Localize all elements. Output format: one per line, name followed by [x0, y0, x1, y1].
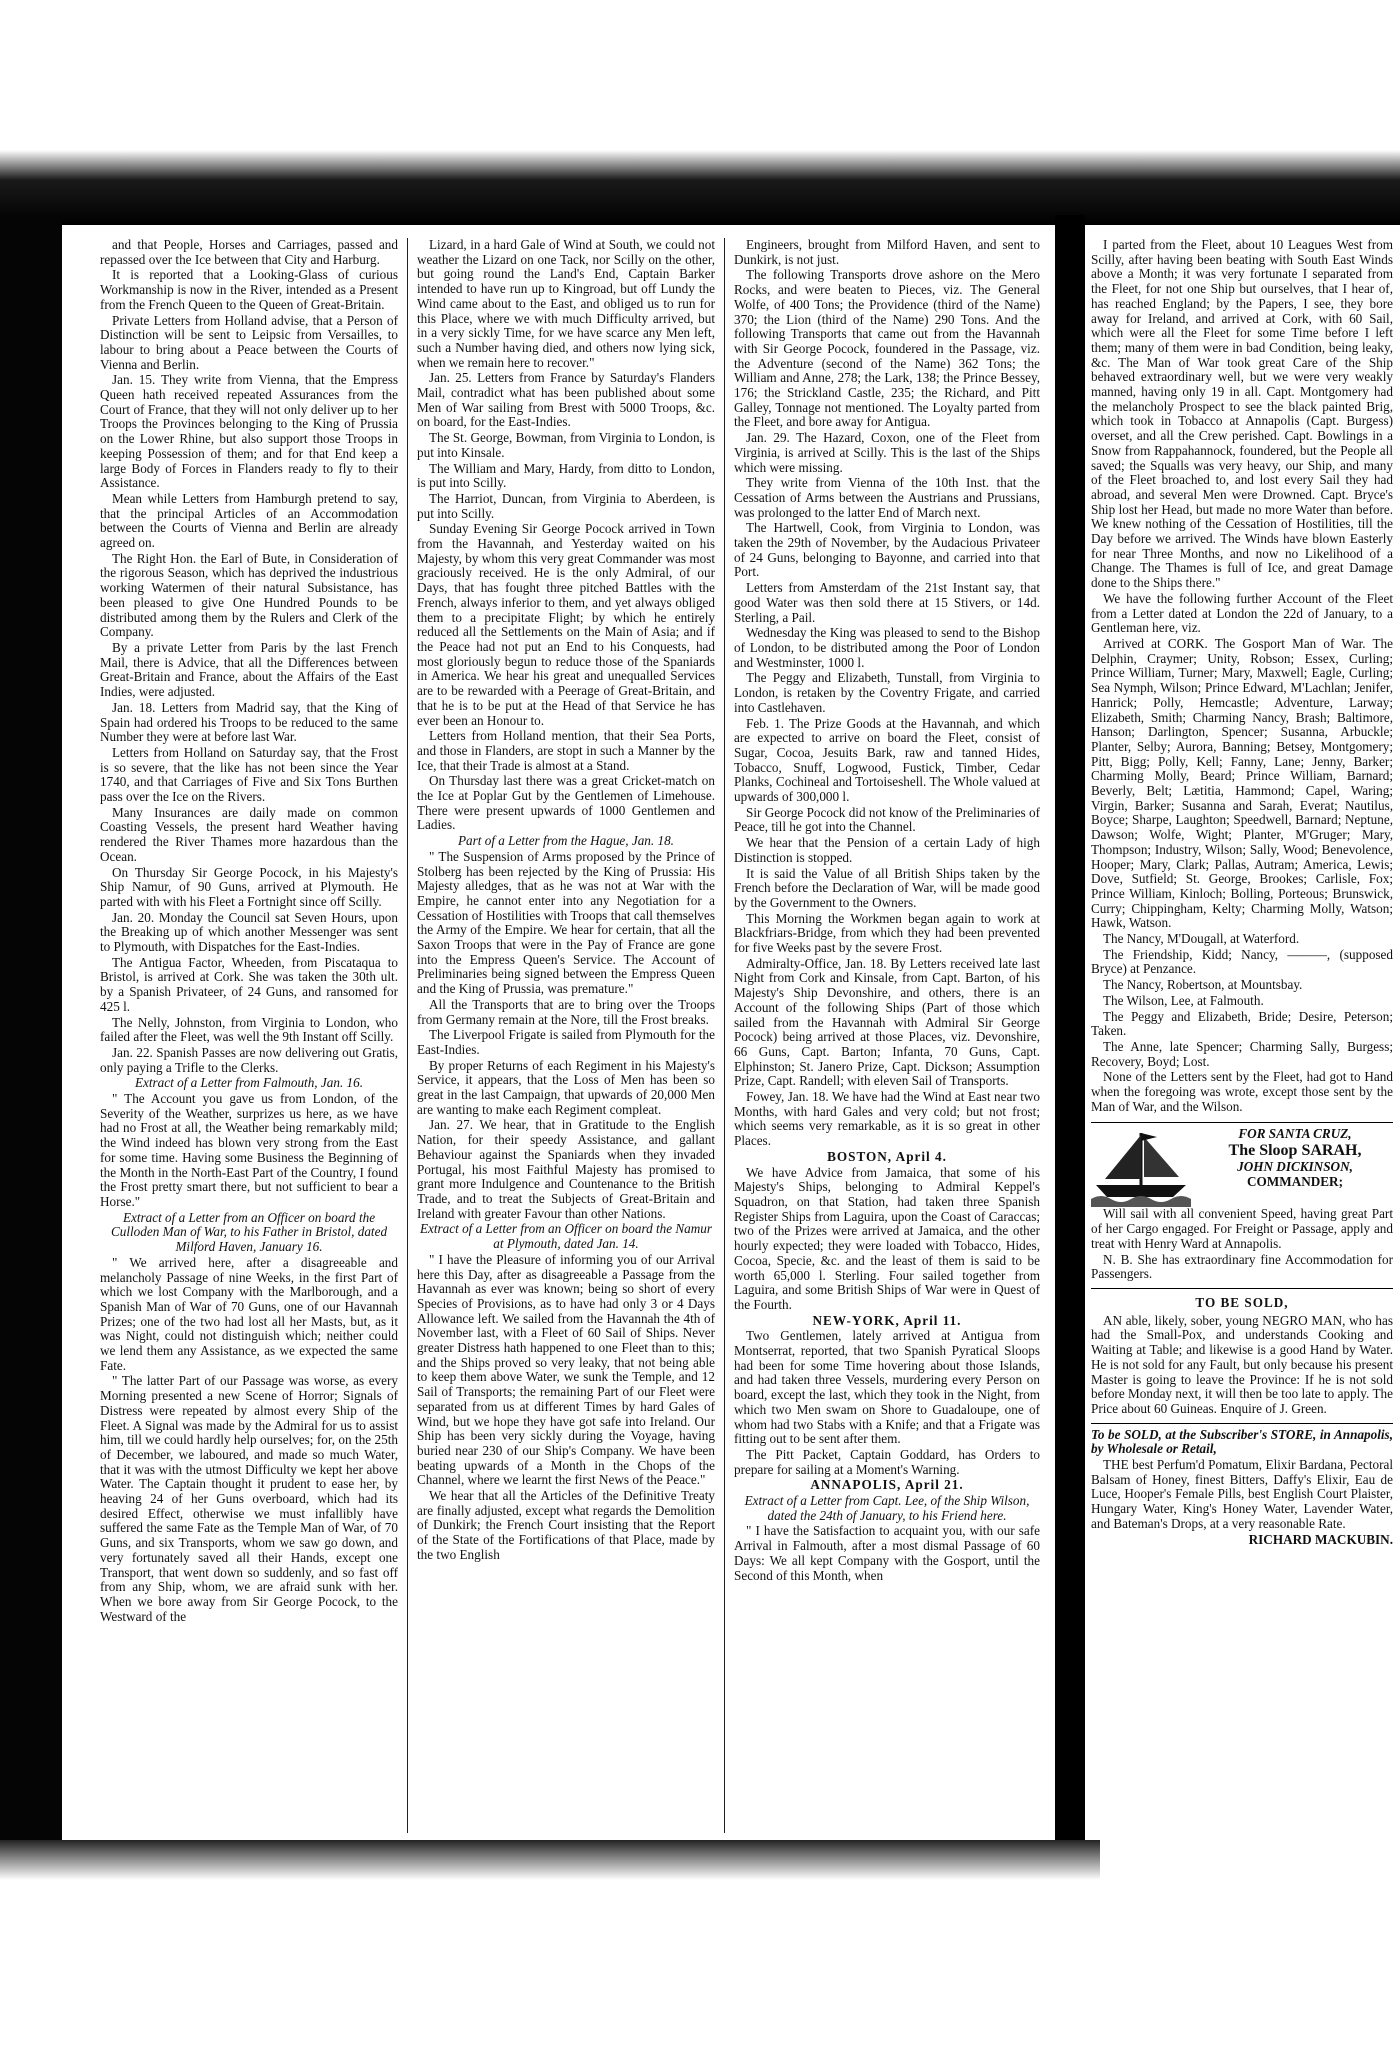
paragraph: All the Transports that are to bring over the Troops from Germany remain at the Nore, till the Frost breaks. [417, 996, 715, 1027]
paragraph: Arrived at CORK. The Gosport Man of War. The Delphin, Craymer; Unity, Robson; Essex, Curling; Prince William, Turner; Mary, Maxwell; Eagle, Curling; Sea Nymph, Wilson; Prince Edward, M'Lachlan; Jenifer, Hanrick; Polly, Hemcastle; Adventure, Larway; Elizabeth, Smith; Charming Nancy, Brash; Baltimore, Hanson; Darlington, Spencer; Susanna, Arbuckle; Planter, Selby; Aurora, Banning; Betsey, Montgomery; Pitt, Bigg; Polly, Kell; Fanny, Lane; Jenny, Barker; Charming Molly, Beard; Prince William, Barnard; Beverly, Belt; Lætitia, Hammond; Capel, Waring; Virgin, Barker; Susanna and Sarah, Everat; Nautilus, Boyce; Sharpe, Laughton; Speedwell, Barnard; Neptune, Dawson; Wolfe, Wight; Planter, M'Gruger; Mary, Thompson; Industry, Wilson; Sally, Wood; Benevolence, Hooper; Mary, Clark; Pallas, Autram; America, Lewis; Dove, Sutfield; St. George, Brookes; Carlisle, Fox; Prince William, Kinloch; Bolling, Porteous; Brunswick, Curry; Chippingham, Kelty; Charming Molly, Watson; Hawk, Watson. [1091, 635, 1393, 931]
paragraph: Jan. 22. Spanish Passes are now delivering out Gratis, only paying a Trifle to the Clerks. [100, 1044, 398, 1075]
paragraph: " I have the Pleasure of informing you of our Arrival here this Day, after as disagreeable a Passage from the Havannah as ever was known; being so short of every Species of Provisions, as to have had only 3 or 4 Days Allowance left. We sailed from the Havannah the 4th of November last, with a Fleet of 60 Sail of Ships. Never greater Distress hath happened to one Fleet than to this; and the Ships proved so very leaky, that not being able to keep them above Water, we sunk the Temple, and 12 Sail of Transports; the remaining Part of our Fleet were separated from us at different Times by hard Gales of Wind, but we hope they have got safe into Ireland. Our Ship has been very sickly during the Voyage, having buried near 230 of our Ship's Company. We have been beating upwards of a Month in the Chops of the Channel, where we learnt the first News of the Peace." [417, 1251, 715, 1488]
paragraph: The William and Mary, Hardy, from ditto to London, is put into Scilly. [417, 460, 715, 491]
scan-shadow-bottom [0, 1840, 1100, 1880]
paragraph: By proper Returns of each Regiment in his Majesty's Service, it appears, that the Loss of Men has been so great in the last Campaign, that upwards of 20,000 Men are wanting to make each Regiment compleat. [417, 1057, 715, 1117]
advertisement-sloop-sarah [1091, 1122, 1393, 1282]
paragraph: The Antigua Factor, Wheeden, from Piscataqua to Bristol, is arrived at Cork. She was taken the 30th ult. by a Spanish Privateer, of 24 Guns, and ransomed for 425 l. [100, 954, 398, 1014]
ad-body: AN able, likely, sober, young NEGRO MAN, who has had the Small-Pox, and understands Cooking and Waiting at Table; and likewise is a good Hand by Water. He is not sold for any Fault, but only because his present Master is going to leave the Province: If he is not sold before Monday next, it will then be too late to apply. The Price about 60 Guineas. Enquire of J. Green. [1091, 1312, 1393, 1416]
news-column-1 [100, 238, 398, 1833]
ad-vessel-name: The Sloop SARAH, [1228, 1142, 1362, 1160]
paragraph: I parted from the Fleet, about 10 Leagues West from Scilly, after having been beating with South East Winds above a Month; it was very fortunate I separated from the Fleet, for not one Ship but ourselves, that I hear of, has reached England; by the Papers, I see, they bore away for Ireland, and arrived at Cork, with 60 Sail, which were all the Fleet for some Time before I left them; many of them were in bad Condition, being leaky, &c. The Man of War took great Care of the Ship behaved extraordinary well, but we were very weakly manned, having only 19 in all. Capt. Montgomery had the melancholy Prospect to see the black painted Brig, which took in Tobacco at Annapolis (Capt. Burgess) overset, and all the Crew perished. Capt. Bowlings in a Snow from Rappahannock, foundered, but the People all saved; the Squalls was very heavy, our Ship, and many of the Fleet broached to, and lost every Sail they had abroad, and several Men were Drowned. Capt. Bryce's Ship lost her Head, but made no more Water than before. We knew nothing of the Cessation of Hostilities, till the Day before we arrived. The Winds have blown Easterly for near Three Months, and now no Likelihood of a Change. The Thames is full of Ice, and great Damage done to the Ships there." [1091, 238, 1393, 591]
paragraph: The Friendship, Kidd; Nancy, ———, (supposed Bryce) at Penzance. [1091, 946, 1393, 977]
newspaper-page-right [1085, 228, 1400, 1843]
paragraph: Jan. 25. Letters from France by Saturday's Flanders Mail, contradict what has been published about some Men of War sailing from Brest with 5000 Troops, &c. on board, for the East-Indies. [417, 370, 715, 430]
paragraph: " The Account you gave us from London, of the Severity of the Weather, surprizes us here, as we have had no Frost at all, the Weather being remarkably mild; the Wind indeed has blown very strong from the East for some time. Having some Business the Beginning of the Month in the North-East Part of the Country, I found the Frost pretty smart there, but not sufficient to bear a Horse." [100, 1091, 398, 1209]
paragraph: Extract of a Letter from an Officer on board the Namur at Plymouth, dated Jan. 14. [419, 1221, 713, 1252]
paragraph: The Wilson, Lee, at Falmouth. [1103, 992, 1264, 1008]
paragraph: We hear that the Pension of a certain Lady of high Distinction is stopped. [734, 835, 1040, 865]
paragraph: The Nancy, Robertson, at Mountsbay. [1103, 977, 1303, 993]
paragraph: Sunday Evening Sir George Pocock arrived in Town from the Havannah, and Yesterday waited on his Majesty, by whom this very great Commander was most graciously received. He is the only Admiral, of our Days, that has fought three pitched Battles with the French, always inferior to them, and yet always obliged them to a precipitate Flight; by which he entirely reduced all the Settlements on the Main of Asia; and if the Peace had not put an End to his Conquests, had most gloriously begun to reduce those of the Spaniards in America. We hear his great and unequalled Services are to be rewarded with a Peerage of Great-Britain, and that he is to be put at the Head of that Service he has ever been an Honour to. [417, 521, 715, 728]
ad-destination: FOR SANTA CRUZ, [1238, 1126, 1352, 1142]
paragraph: and that People, Horses and Carriages, passed and repassed over the Ice between that City and Harburg. [100, 238, 398, 267]
ad-heading: To be SOLD, at the Subscriber's STORE, in Annapolis, by Wholesale or Retail, [1091, 1426, 1393, 1457]
paragraph: BOSTON, April 4. [827, 1148, 947, 1164]
ad-master-role: COMMANDER; [1247, 1173, 1343, 1189]
paragraph: The Nelly, Johnston, from Virginia to London, who failed after the Fleet, was well the 9th Instant off Scilly. [100, 1014, 398, 1045]
ad-signature: RICHARD MACKUBIN. [1248, 1531, 1393, 1547]
paragraph: Engineers, brought from Milford Haven, and sent to Dunkirk, is not just. [734, 238, 1040, 267]
ad-master-name: JOHN DICKINSON, [1237, 1159, 1353, 1175]
paragraph: Lizard, in a hard Gale of Wind at South, we could not weather the Lizard on one Tack, nor Scilly on the other, but going round the Land's End, Captain Barker intended to have run up to Kingroad, but off Lundy the Wind came about to the East, and obliged us to run for this Place, where we with much Difficulty arrived, but in a very sickly Time, for we have scarce any Men left, such a Number having died, and others now lying sick, when we remain here to recover." [417, 238, 715, 370]
paragraph: Jan. 20. Monday the Council sat Seven Hours, upon the Breaking up of which another Messenger was sent to Plymouth, with Dispatches for the East-Indies. [100, 909, 398, 955]
ad-heading: TO BE SOLD, [1195, 1295, 1289, 1310]
paragraph: NEW-YORK, April 11. [812, 1312, 962, 1328]
paragraph: Many Insurances are daily made on common Coasting Vessels, the present hard Weather having rendered the River Thames more hazardous than the Ocean. [100, 804, 398, 864]
paragraph: Jan. 29. The Hazard, Coxon, one of the Fleet from Virginia, is arrived at Scilly. This is the last of the Ships which were missing. [734, 430, 1040, 475]
paragraph: Letters from Amsterdam of the 21st Instant say, that good Water was then sold there at 15 Stivers, or 14d. Sterling, a Pail. [734, 580, 1040, 625]
paragraph: The Peggy and Elizabeth, Bride; Desire, Peterson; Taken. [1091, 1008, 1393, 1039]
paragraph: " I have the Satisfaction to acquaint you, with our safe Arrival in Falmouth, after a most dismal Passage of 60 Days: We all kept Company with the Gosport, until the Second of this Month, when [734, 1523, 1040, 1583]
paragraph: The St. George, Bowman, from Virginia to London, is put into Kinsale. [417, 430, 715, 460]
paragraph: The Hartwell, Cook, from Virginia to London, was taken the 29th of November, by the Audacious Privateer of 24 Guns, belonging to Bayonne, and carried into that Port. [734, 520, 1040, 580]
paragraph: Jan. 27. We hear, that in Gratitude to the English Nation, for their speedy Assistance, and gallant Behaviour against the Spaniards when they invaded Portugal, his most Faithful Majesty has promised to grant more Indulgence and Countenance to the British Trade, and to treat the Subjects of Great-Britain and Ireland with greater Favour than other Nations. [417, 1117, 715, 1221]
paragraph: Mean while Letters from Hamburgh pretend to say, that the principal Articles of an Accommodation between the Courts of Vienna and Berlin are already agreed on. [100, 490, 398, 551]
scan-margin-left [0, 215, 62, 1875]
paragraph: We hear that all the Articles of the Definitive Treaty are finally adjusted, except what regards the Demolition of Dunkirk; the French Court insisting that the Report of the State of the Fortifications of that Place, made by the two English [417, 1488, 715, 1562]
ad-ship-body: Will sail with all convenient Speed, having great Part of her Cargo engaged. For Freight or Passage, apply and treat with Henry Ward at Annapolis. [1091, 1206, 1393, 1251]
paragraph: Letters from Holland mention, that their Sea Ports, and those in Flanders, are stopt in such a Manner by the Ice, that their Trade is almost at a Stand. [417, 728, 715, 773]
paragraph: The Harriot, Duncan, from Virginia to Aberdeen, is put into Scilly. [417, 490, 715, 521]
paragraph: The Nancy, M'Dougall, at Waterford. [1103, 931, 1300, 947]
paragraph: Extract of a Letter from an Officer on board the Culloden Man of War, to his Father in Bristol, dated Milford Haven, January 16. [110, 1209, 388, 1255]
paragraph: " We arrived here, after a disagreeable and melancholy Passage of nine Weeks, in the first Part of which we lost Company with the Marlborough, and a Spanish Man of War of 70 Guns, one of our Havannah Prizes; one of the two had lost all her Masts, but, as it was Night, could not distinguish which; neither could we lend them any Assistance, as we expected the same Fate. [100, 1254, 398, 1373]
scan-shadow-band [0, 150, 1400, 225]
paragraph: The following Transports drove ashore on the Mero Rocks, and were beaten to Pieces, viz. The General Wolfe, of 400 Tons; the Providence (third of the Name) 370; the Lion (third of the Name) 290 Tons. And the following Transports that came out from the Havannah with Sir George Pocock, foundered in the Passage, viz. the Adventure (second of the Name) 362 Tons; the William and Anne, 278; the Lark, 138; the Prince Bessey, 176; the Strickland Castle, 235; the Richard, and Pitt Galley, Tonnage not mentioned. The Loyalty parted from the Fleet, and bore away for Antigua. [734, 267, 1040, 430]
paragraph: Private Letters from Holland advise, that a Person of Distinction will be sent to Leipsic from Versailles, to labour to bring about a Peace between the Courts of Vienna and Berlin. [100, 312, 398, 372]
paragraph: It is said the Value of all British Ships taken by the French before the Declaration of War, will be made good by the Government to the Owners. [734, 865, 1040, 910]
paragraph: The Pitt Packet, Captain Goddard, has Orders to prepare for sailing at a Moment's Warning. [734, 1446, 1040, 1477]
paragraph: We have the following further Account of the Fleet from a Letter dated at London the 22d of January, to a Gentleman here, viz. [1091, 590, 1393, 636]
paragraph: Sir George Pocock did not know of the Preliminaries of Peace, till he got into the Channel. [734, 804, 1040, 835]
paragraph: Extract of a Letter from Capt. Lee, of the Ship Wilson, dated the 24th of January, to his Friend here. [744, 1493, 1030, 1523]
paragraph: This Morning the Workmen began again to work at Blackfriars-Bridge, from which they had been prevented for five Weeks past by the severe Frost. [734, 910, 1040, 956]
news-column-3 [734, 238, 1040, 1833]
paragraph: Jan. 18. Letters from Madrid say, that the King of Spain had ordered his Troops to be reduced to the same Number they were at before last War. [100, 699, 398, 745]
paragraph: Letters from Holland on Saturday say, that the Frost is so severe, that the like has not been since the Year 1740, and that Carriages of Five and Six Tons Burthen pass over the Ice on the Rivers. [100, 744, 398, 805]
paragraph: Part of a Letter from the Hague, Jan. 18. [458, 833, 674, 849]
newspaper-page-left [90, 228, 1050, 1843]
paragraph: " The latter Part of our Passage was worse, as every Morning presented a new Scene of Horror; Signals of Distress were repeated by almost every Ship of the Fleet. A Signal was made by the Admiral for us to assist him, till we could hardly help ourselves; for, on the 25th of December, we laboured, and made so much Water, that it was with the utmost Difficulty we kept her above Water. The Captain thought it prudent to ease her, by heaving 24 of her Guns overboard, which had its desired Effect, otherwise we must infallibly have suffered the same Fate as the Temple Man of War, of 70 Guns, and six Transports, whom we saw go down, and very fortunately saved all their Hands, except one Transport, that went down so suddenly, and so fast off from any Ship, whom, we are afraid sunk with her. When we bore away from Sir George Pocock, to the Westward of the [100, 1373, 398, 1624]
paragraph: " The Suspension of Arms proposed by the Prince of Stolberg has been rejected by the King of Prussia: His Majesty alledges, that as he was not at War with the Empire, he cannot enter into any Negotiation for a Cessation of Hostilities with Troops that call themselves the Army of the Empire. We hear for certain, that all the Saxon Troops that were in the Pay of France are gone into the Empress Queen's Service. The Account of Preliminaries being signed between the Empress Queen and the King of Prussia, was premature." [417, 848, 715, 997]
paragraph: Wednesday the King was pleased to send to the Bishop of London, to be distributed among the Poor of London and Westminster, 1000 l. [734, 625, 1040, 670]
paragraph: It is reported that a Looking-Glass of curious Workmanship is now in the River, intended as a Present from the French Queen to the Queen of Great-Britain. [100, 267, 398, 312]
news-column-4 [1091, 238, 1393, 1833]
advertisement-to-be-sold [1091, 1288, 1393, 1417]
paragraph: Jan. 15. They write from Vienna, that the Empress Queen hath received repeated Assurances from the Court of France, that they will not only deliver up to her Troops the Provinces belonging to the King of Prussia on the Lower Rhine, but also support those Troops in keeping Possession of them; and for that End keep a large Body of Forces in Flanders ready to fly to their Assistance. [100, 372, 398, 491]
paragraph: The Right Hon. the Earl of Bute, in Consideration of the rigorous Season, which has deprived the industrious working Watermen of their natural Subsistance, has been pleased to give One Hundred Pounds to be distributed among them by the Rulers and Clerk of the Company. [100, 550, 398, 640]
paragraph: ANNAPOLIS, April 21. [810, 1477, 964, 1493]
paragraph: Extract of a Letter from Falmouth, Jan. 16. [134, 1075, 364, 1091]
paragraph: None of the Letters sent by the Fleet, had got to Hand when the foregoing was wrote, except those sent by the Man of War, and the Wilson. [1091, 1069, 1393, 1114]
paragraph: The Liverpool Frigate is sailed from Plymouth for the East-Indies. [417, 1027, 715, 1057]
paragraph: We have Advice from Jamaica, that some of his Majesty's Ships, belonging to Admiral Keppel's Squadron, on that Station, had taken three Spanish Register Ships from Laguira, upon the Coast of Caraccas; two of the Prizes were arrived at Jamaica, and the other hourly expected; they were loaded with Tobacco, Hides, Cocoa, Specie, &c. and the least of them is said to be worth 65,000 l. Sterling. Four sailed together from Laguira, and some British Ships of War were in Quest of the Fourth. [734, 1164, 1040, 1312]
ad-body: THE best Perfum'd Pomatum, Elixir Bardana, Pectoral Balsam of Honey, finest Bitters, Daffy's Elixir, Eau de Luce, Hooper's Female Pills, best English Court Plaister, Hungary Water, King's Honey Water, Lavender Water, and Bateman's Drops, at a very reasonable Rate. [1091, 1457, 1393, 1531]
news-column-2 [417, 238, 715, 1833]
advertisement-store [1091, 1423, 1393, 1548]
ship-ad-header [1091, 1127, 1393, 1207]
paragraph: Admiralty-Office, Jan. 18. By Letters received late last Night from Cork and Kinsale, from Capt. Barton, of his Majesty's Ship Devonshire, and others, there is an Account of the following Ships (Part of those which sailed from the Havannah with Admiral Sir George Pocock) being arrived at those Places, viz. Devonshire, 66 Guns, Capt. Barton; Infanta, 70 Guns, Capt. Elphinston; St. Janero Prize, Capt. Dickson; Assumption Prize, Capt. Randell; with eleven Sail of Transports. [734, 955, 1040, 1089]
column-rule [724, 238, 725, 1833]
paragraph: Fowey, Jan. 18. We have had the Wind at East near two Months, with hard Gales and very cold; but not frost; which seems very remarkable, as it is so great in other Places. [734, 1089, 1040, 1149]
page-gutter [1055, 215, 1085, 1855]
column-rule [407, 238, 408, 1833]
paragraph: The Peggy and Elizabeth, Tunstall, from Virginia to London, is retaken by the Coventry Frigate, and carried into Castlehaven. [734, 670, 1040, 715]
paragraph: Feb. 1. The Prize Goods at the Havannah, and which are expected to arrive on board the Fleet, consist of Sugar, Cocoa, Jesuits Bark, raw and tanned Hides, Tobacco, Snuff, Logwood, Fustick, Timber, Cedar Planks, Cochineal and Tortoiseshell. The Whole valued at upwards of 300,000 l. [734, 715, 1040, 805]
paragraph: On Thursday last there was a great Cricket-match on the Ice at Poplar Gut by the Gentlemen of Limehouse. There were present upwards of 1000 Gentlemen and Ladies. [417, 773, 715, 833]
ship-ad-titles [1197, 1127, 1393, 1189]
paragraph: The Anne, late Spencer; Charming Sally, Burgess; Recovery, Boyd; Lost. [1091, 1038, 1393, 1069]
paragraph: By a private Letter from Paris by the last French Mail, there is Advice, that all the Differences between Great-Britain and France, about the Affairs of the East Indies, were adjusted. [100, 639, 398, 700]
paragraph: On Thursday Sir George Pocock, in his Majesty's Ship Namur, of 90 Guns, arrived at Plymouth. He parted with with his Fleet a Fortnight since off Scilly. [100, 864, 398, 909]
column-4-articles [1091, 238, 1393, 1114]
sailing-ship-icon [1091, 1127, 1191, 1207]
paragraph: Two Gentlemen, lately arrived at Antigua from Montserrat, reported, that two Spanish Pyratical Sloops had been for some Time hovering about those Islands, and had taken three Vessels, murdering every Person on board, except the last, which they took in the Night, from which two Men swam on Shore to Guadaloupe, one of whom had two Stabs with a Knife; and that a Frigate was fitting out to be sent after them. [734, 1328, 1040, 1447]
paragraph: They write from Vienna of the 10th Inst. that the Cessation of Arms between the Austrians and Prussians, was prolonged to the latter End of March next. [734, 475, 1040, 520]
ad-ship-note: N. B. She has extraordinary fine Accommodation for Passengers. [1091, 1251, 1393, 1282]
